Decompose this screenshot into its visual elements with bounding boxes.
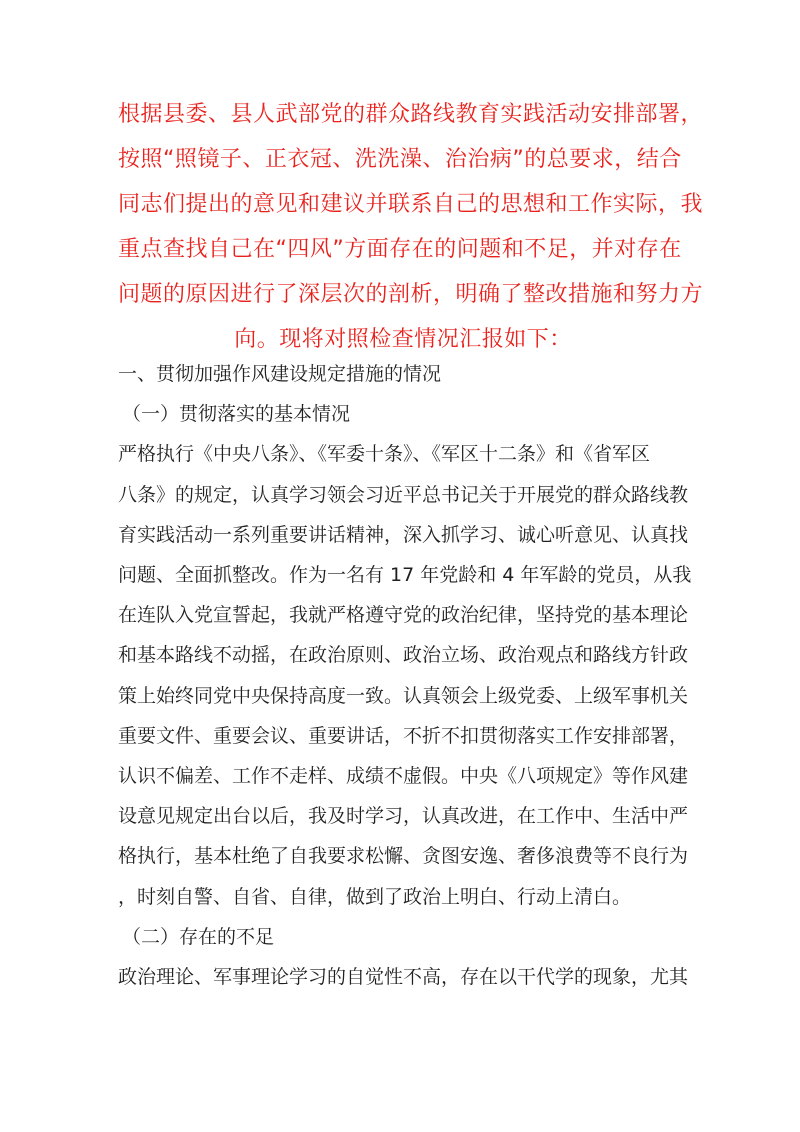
paragraph-line: 政治理论、军事理论学习的自觉性不高，存在以干代学的现象，尤其 (118, 966, 689, 989)
paragraph-line: 问题、全面抓整改。作为一名有 17 年党龄和 4 年军龄的党员，从我 (118, 564, 692, 587)
subsection-heading: （一）贯彻落实的基本情况 (122, 403, 351, 426)
intro-paragraph (118, 92, 704, 362)
paragraph-line: 格执行，基本杜绝了自我要求松懈、贪图安逸、奢侈浪费等不良行为 (118, 845, 689, 868)
intro-line: 根据县委、县人武部党的群众路线教育实践活动安排部署， (118, 102, 704, 127)
paragraph-line: 和基本路线不动摇，在政治原则、政治立场、政治观点和路线方针政 (118, 644, 689, 667)
paragraph-line: 策上始终同党中央保持高度一致。认真领会上级党委、上级军事机关 (118, 684, 689, 707)
paragraph-line: ，时刻自警、自省、自律，做到了政治上明白、行动上清白。 (118, 885, 632, 908)
paragraph-line: 严格执行《中央八条》、《军委十条》、《军区十二条》和《省军区 (118, 443, 651, 466)
intro-line: 同志们提出的意见和建议并联系自己的思想和工作实际，我 (118, 192, 704, 217)
intro-line: 向。现将对照检查情况汇报如下： (234, 327, 572, 352)
paragraph-line: 认识不偏差、工作不走样、成绩不虚假。中央《八项规定》等作风建 (118, 765, 689, 788)
paragraph-line: 在连队入党宣誓起，我就严格遵守党的政治纪律，坚持党的基本理论 (118, 604, 689, 627)
intro-line: 按照“照镜子、正衣冠、洗洗澡、治治病”的总要求，结合 (118, 147, 682, 172)
intro-line: 问题的原因进行了深层次的剖析，明确了整改措施和努力方 (118, 282, 704, 307)
paragraph-line: 重要文件、重要会议、重要讲话，不折不扣贯彻落实工作安排部署， (118, 724, 689, 747)
intro-line: 重点查找自己在“四风”方面存在的问题和不足，并对存在 (118, 237, 682, 262)
subsection-heading: （二）存在的不足 (122, 925, 275, 948)
paragraph-line: 育实践活动一系列重要讲话精神，深入抓学习、诚心听意见、认真找 (118, 523, 689, 546)
paragraph-line: 设意见规定出台以后，我及时学习，认真改进，在工作中、生活中严 (118, 805, 689, 828)
body-text (118, 354, 692, 997)
section-heading: 一、贯彻加强作风建设规定措施的情况 (118, 363, 442, 385)
paragraph-line: 八条》的规定，认真学习领会习近平总书记关于开展党的群众路线教 (118, 483, 689, 506)
